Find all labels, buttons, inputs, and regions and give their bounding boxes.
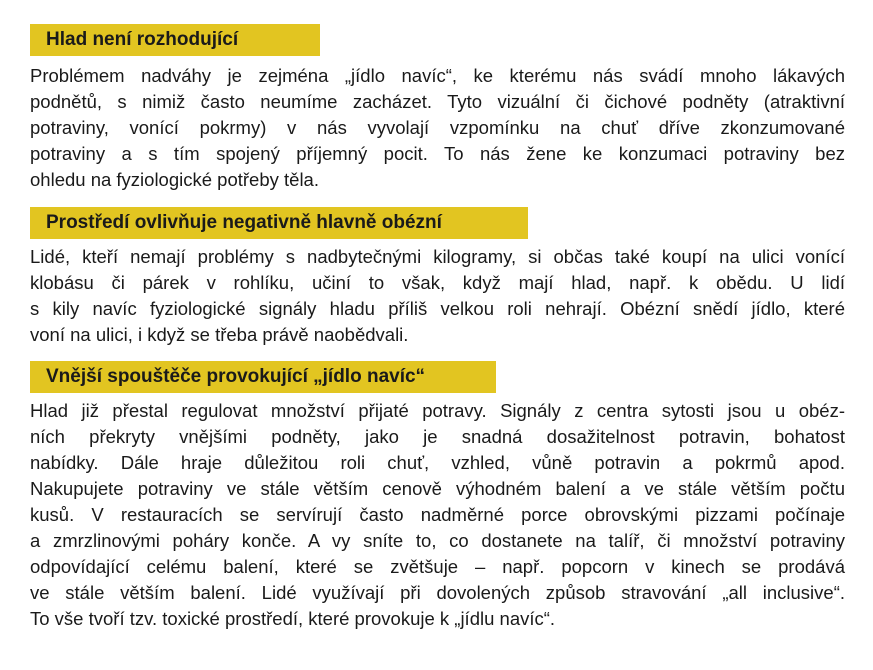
paragraph-line: Nakupujete potraviny ve stále větším cenově výhodném balení a ve stále větším počtu bbox=[30, 478, 845, 499]
paragraph-line: potraviny a s tím spojený příjemný pocit. To nás žene ke konzumaci potraviny bez bbox=[30, 143, 845, 164]
paragraph-line: Lidé, kteří nemají problémy s nadbytečnými kilogramy, si občas také koupí na ulici vonící bbox=[30, 246, 845, 267]
paragraph-line: ohledu na fyziologické potřeby těla. bbox=[30, 169, 319, 190]
section-paragraph-hunger bbox=[30, 63, 845, 193]
section-heading-external-triggers: Vnější spouštěče provokující „jídlo navíc“ bbox=[30, 361, 496, 393]
paragraph-line: Hlad již přestal regulovat množství přijaté potravy. Signály z centra sytosti jsou u obéz- bbox=[30, 400, 845, 421]
paragraph-line: nabídky. Dále hraje důležitou roli chuť, vzhled, vůně potravin a pokrmů apod. bbox=[30, 452, 845, 473]
section-heading-environment: Prostředí ovlivňuje negativně hlavně obézní bbox=[30, 207, 528, 239]
paragraph-line: voní na ulici, i když se třeba právě naobědvali. bbox=[30, 324, 409, 345]
paragraph-line: a zmrzlinovými poháry konče. A vy sníte to, co dostanete na talíř, či množství potraviny bbox=[30, 530, 845, 551]
section-paragraph-environment bbox=[30, 244, 845, 348]
paragraph-line: odpovídající celému balení, které se zvětšuje – např. popcorn v kinech se prodává bbox=[30, 556, 845, 577]
paragraph-line: podnětů, s nimiž často neumíme zacházet. Tyto vizuální či čichové podněty (atraktivní bbox=[30, 91, 845, 112]
paragraph-line: klobásu či párek v rohlíku, učiní to však, když mají hlad, např. k obědu. U lidí bbox=[30, 272, 845, 293]
paragraph-line: ve stále větším balení. Lidé využívají při dovolených způsob stravování „all inclusive“. bbox=[30, 582, 845, 603]
paragraph-line: potraviny, vonící pokrmy) v nás vyvolají vzpomínku na chuť dříve zkonzumované bbox=[30, 117, 845, 138]
paragraph-line: Problémem nadváhy je zejména „jídlo navíc“, ke kterému nás svádí mnoho lákavých bbox=[30, 65, 845, 86]
paragraph-line: s kily navíc fyziologické signály hladu příliš velkou roli nehrají. Obézní snědí jídlo, které bbox=[30, 298, 845, 319]
section-heading-hunger: Hlad není rozhodující bbox=[30, 24, 320, 56]
paragraph-line: kusů. V restauracích se servírují často nadměrné porce obrovskými pizzami počínaje bbox=[30, 504, 845, 525]
paragraph-line: To vše tvoří tzv. toxické prostředí, které provokuje k „jídlu navíc“. bbox=[30, 608, 556, 629]
section-paragraph-external-triggers bbox=[30, 398, 845, 632]
paragraph-line: ních překryty vnějšími podněty, jako je snadná dosažitelnost potravin, bohatost bbox=[30, 426, 845, 447]
